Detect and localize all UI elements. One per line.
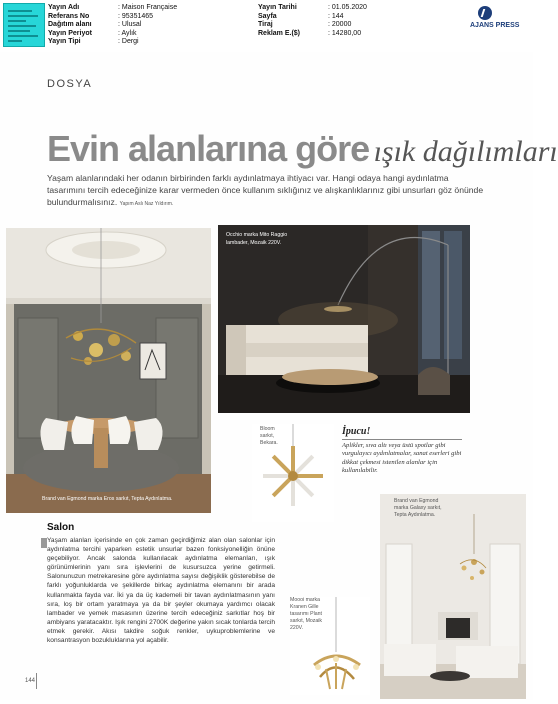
credit: Yapım Aslı Naz Yıldırım.: [119, 201, 174, 207]
dining-room-photo: [6, 228, 211, 513]
page-number: 144: [25, 678, 36, 684]
ajans-press-logo[interactable]: AJANS PRESS: [470, 6, 530, 36]
caption-moooi-4: sarkıt, Mozaik: [290, 618, 322, 624]
caption-mito-raggio-1: Occhio marka Mito Raggio: [226, 232, 288, 238]
meta-row: Yayın Periyot : Aylık: [48, 29, 137, 37]
salon-heading: Salon: [47, 522, 75, 533]
moooi-pendant-photo: [290, 597, 370, 695]
ajans-press-logo-icon: [478, 6, 492, 20]
tip-body: Aplikler, sıva altı veya üstü spotlar gibi vurgulayıcı aydınlatmalar, sanat eserleri gibi dikkat çekmesi istenilen alanlar için kullanılabilir.: [342, 442, 462, 475]
article-title: [47, 128, 558, 170]
title-bold: Evin alanlarına göre: [47, 128, 370, 169]
meta-left: [48, 4, 177, 47]
caption-galaxy-3: Tepta Aydınlatma.: [394, 512, 436, 518]
living-room-dark-photo: [218, 225, 470, 413]
caption-galaxy-2: marka Galaxy sarkıt,: [394, 505, 442, 511]
intro-paragraph: Yaşam alanlarındaki her odanın birbirinden farklı aydınlatmaya ihtiyacı var. Hangi odaya hangi aydınlatma tasarımını tercih edeceğinize karar vermeden önce kullanım sıklığınız ve alışkanlıklarınız gibi unsurları göz önünde bulundurmalısınız. Yapım Aslı Naz Yıldırım.: [47, 173, 484, 207]
caption-moooi-5: 220V.: [290, 625, 304, 631]
meta-row: Sayfa : 144: [258, 12, 344, 20]
galaxy-pendant-room-photo: [380, 494, 526, 699]
meta-row: Yayın Tipi : Dergi: [48, 38, 139, 46]
meta-right: [258, 4, 367, 38]
caption-dining: Brand van Egmond marka Eros sarkıt, Tepta Aydınlatma.: [42, 496, 173, 502]
meta-row: Yayın Tarihi : 01.05.2020: [258, 4, 367, 11]
caption-mito-raggio-2: lambader, Mozaik 220V.: [226, 240, 282, 246]
tip-heading: İpucu!: [342, 426, 371, 437]
clipping-header: [0, 0, 533, 52]
meta-row: Yayın Adı : Maison Française: [48, 4, 178, 11]
tip-box: [342, 426, 470, 476]
caption-moooi-2: Kranen Gille: [290, 604, 319, 610]
caption-galaxy-1: Brand van Egmond: [394, 498, 439, 504]
bloom-pendant-photo: [252, 424, 334, 522]
caption-moooi-3: tasarımı Plant: [290, 611, 323, 617]
meta-row: Referans No : 95351465: [48, 12, 154, 20]
salon-body: Yaşam alanları içerisinde en çok zaman geçirdiğimiz alan olan salonlar için aydınlatma tercihi yaparken estetik unsurlar bazen fonksiyonelliğin önüne geçebiliyor. Ancak salonda kullanılacak aydınlatma elemanları, ışık görünümlerinin yanı sıra işlevlerini de kusursuzca yerine getirmeli. Salonunuzun metrekaresine göre aydınlatma sayısı değişiklik gösterebilse de farklı yoğunluklarda ve şekillerde birkaç aydınlatma elemanını bir arada kullanmakta fayda var. İki ya da üç kademeli bir tavan aydınlatmasının yanı sıra, loş bir ortam yaratmaya ya da bir şeyler okumaya yardımcı olacak lambader ve yemek masasının üzerine tercih edeceğiniz sarkıtlar hoş bir ambiyans yaratacaktır. Işık rengini 2700K değerine yakın sıcak tonlarda tercih etmek gerekir. Akısı takdire soğuk renkler, uykuproblemlerine ve konsantrasyon bozukluklarına yol açabilir.: [47, 537, 275, 645]
caption-bloom-2: sarkıt,: [260, 433, 275, 439]
title-italic: ışık dağılımları: [373, 135, 558, 168]
caption-bloom-1: Bloom: [260, 426, 275, 432]
tip-rule: [342, 439, 462, 440]
caption-bloom-3: Bekara.: [260, 440, 278, 446]
meta-row: Tiraj : 20000: [258, 21, 352, 29]
section-label: DOSYA: [47, 78, 93, 90]
magazine-page: [0, 52, 558, 700]
meta-row: Dağıtım alanı : Ulusal: [48, 21, 142, 29]
page-thumbnail[interactable]: [3, 3, 45, 47]
folio-rule: [36, 673, 37, 689]
meta-row: Reklam E.($) : 14280,00: [258, 29, 362, 37]
caption-moooi-1: Moooi marka: [290, 597, 320, 603]
